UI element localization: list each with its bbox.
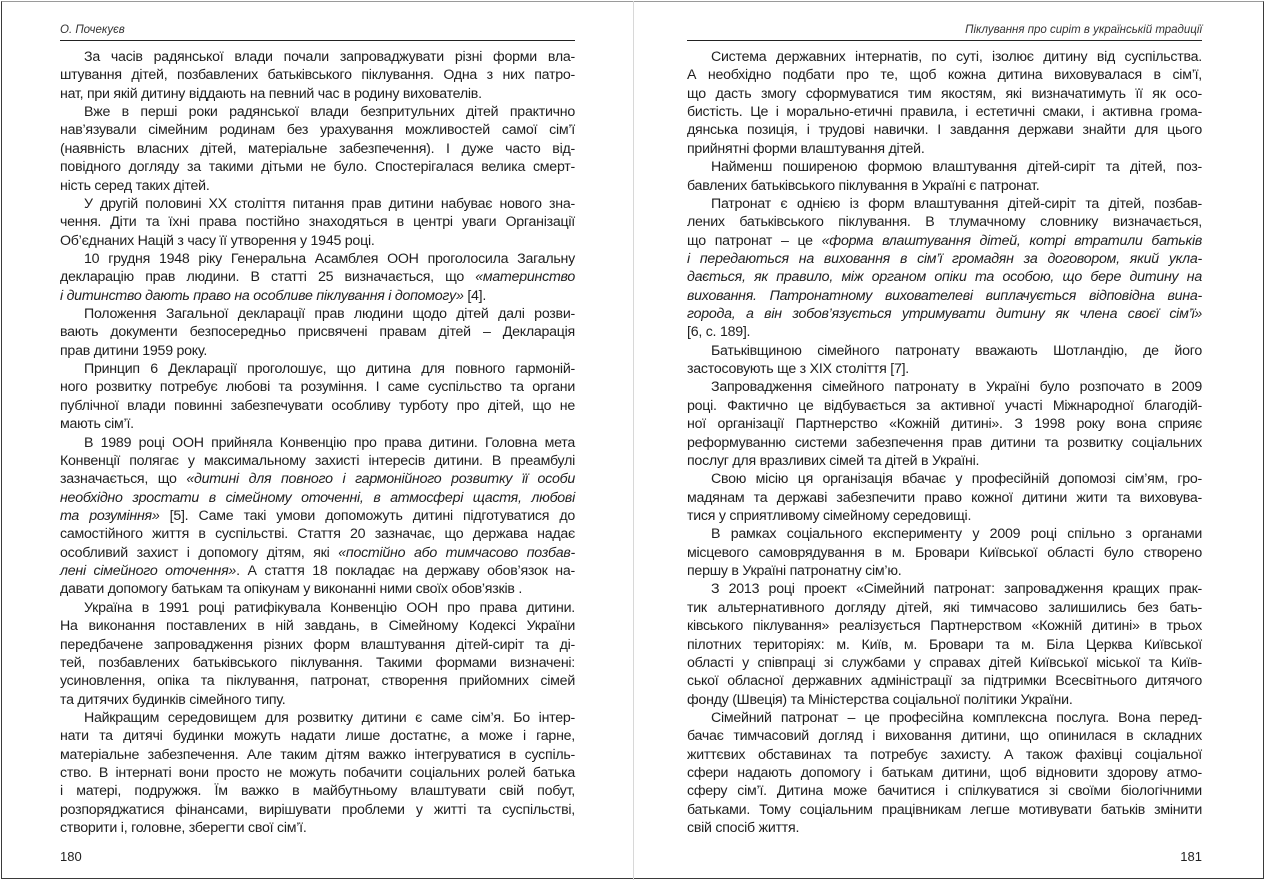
text-run: ської обласної державних адміністрації за підтримки Всесвітнього дитячого — [687, 673, 1202, 690]
text-line — [687, 121, 1202, 139]
text-line — [687, 342, 1202, 360]
text-line — [60, 801, 575, 819]
text-line — [60, 121, 575, 139]
text-line — [60, 378, 575, 396]
text-run: Система державних інтернатів, по суті, ізолює дитину від суспільства. — [711, 49, 1202, 65]
text-run: Сімейний патронат – це професійна комплексна послуга. Вона перед- — [711, 709, 1202, 726]
text-run: Найменш поширеною формою влаштування дітей-сиріт та дітей, поз- — [711, 159, 1202, 176]
text-line — [687, 434, 1202, 452]
text-run: Об’єднаних Націй з часу її утворення у 1945 році. — [60, 232, 375, 249]
text-line — [60, 654, 575, 672]
text-run: життєвих обставинах та потребує захисту. А також фахівці соціальної — [687, 746, 1202, 763]
text-line — [687, 580, 1202, 598]
text-line — [60, 489, 575, 507]
text-run: особливий захист і допомогу дітям, які — [60, 544, 339, 561]
text-run: ність серед таких дітей. — [60, 177, 210, 194]
text-run: вають документи безпосередньо присвячені правам дітей – Декларація — [60, 324, 575, 341]
text-run: прийнятні форми влаштування дітей. — [687, 140, 925, 157]
text-line — [687, 195, 1202, 213]
quoted-italic-text: необхідно зростати в сімейному оточенні, в атмосфері щастя, любові — [60, 489, 575, 506]
text-line — [60, 140, 575, 158]
text-run: У другій половині ХХ століття питання прав дитини набуває нового зна- — [84, 195, 575, 212]
text-run: Запровадження сімейного патронату в Україні було розпочато в 2009 — [711, 379, 1202, 396]
text-line — [687, 415, 1202, 433]
text-run: бавлених батьківського піклування в Україні є патронат. — [687, 177, 1040, 194]
text-line — [687, 397, 1202, 415]
quoted-italic-text: города, а він зобов’язується утримувати дитину як члена своєї сім’ї» — [687, 306, 1202, 323]
text-run: що патронат – це — [687, 232, 822, 249]
text-line — [60, 636, 575, 654]
text-line — [687, 489, 1202, 507]
text-line — [60, 709, 575, 727]
text-run: [6, с. 189]. — [687, 324, 751, 341]
page-number: 180 — [60, 849, 82, 864]
text-line — [687, 709, 1202, 727]
text-run: послуг для вразливих сімей та дітей в Україні. — [687, 452, 980, 469]
text-run: мають сім’ї. — [60, 416, 134, 433]
text-run: що дасть змогу сформуватися тим якостям, які визначатимуть її як осо- — [687, 85, 1202, 102]
text-run: нати та дитячі будинки можуть надати лише достатнє, а може і гарне, — [60, 728, 575, 745]
text-run: бистість. Це і морально-етичні правила, і естетичні смаки, і активна грома- — [687, 104, 1202, 121]
text-line — [60, 727, 575, 745]
text-line — [60, 525, 575, 543]
text-run: Україна в 1991 році ратифікувала Конвенцію ООН про права дитини. — [84, 599, 575, 616]
text-line — [60, 103, 575, 121]
text-line — [60, 507, 575, 525]
quoted-italic-text: лені сімейного оточення» — [60, 563, 237, 580]
text-line — [687, 525, 1202, 543]
text-run: На виконання поставлених в ній завдань, в Сімейному Кодексі України — [60, 618, 575, 635]
right-page — [687, 0, 1202, 882]
text-run: Вже в перші роки радянської влади безпритульних дітей практично — [84, 104, 575, 121]
text-line — [60, 691, 575, 709]
text-run: Конвенції полягає у максимальному захисті інтересів дитини. В преамбулі — [60, 452, 575, 469]
text-line — [687, 103, 1202, 121]
text-line — [60, 452, 575, 470]
text-run: області у співпраці зі службами у справах дітей Київської міської та Київ- — [687, 654, 1202, 671]
text-line — [60, 470, 575, 488]
text-line — [687, 599, 1202, 617]
text-line — [687, 177, 1202, 195]
text-run: тей, позбавлених батьківського піклування. Такими формами визначені: — [60, 654, 575, 671]
text-line — [60, 323, 575, 341]
text-line — [687, 617, 1202, 635]
text-line — [60, 48, 575, 66]
text-run: (наявність власних дітей, матеріальне забезпечення). І дуже часто від- — [60, 140, 575, 157]
header-rule — [60, 40, 575, 41]
text-line — [687, 544, 1202, 562]
text-run: А необхідно подбати про те, щоб кожна дитина виховувалася в сім’ї, — [687, 67, 1202, 84]
quoted-italic-text: і передаються на виховання в сім’ї громадян за договором, який укла- — [687, 250, 1202, 267]
text-run: . А стаття 18 покладає на державу обов’язок на- — [236, 563, 575, 580]
text-line — [687, 746, 1202, 764]
text-line — [687, 819, 1202, 837]
text-run: передбачене запровадження різних форм влаштування дітей-сиріт та ді- — [60, 636, 575, 653]
text-line — [60, 617, 575, 635]
text-run: створити і, головне, зберегти свої сім’ї. — [60, 820, 307, 837]
page-number: 181 — [1180, 849, 1202, 864]
text-line — [687, 158, 1202, 176]
text-run: бачає тимчасовий догляд і виховання дитини, що опинилася в складних — [687, 728, 1202, 745]
text-run: сферу сім’ї. Дитина може бачитися і спілкуватися зі своїми біологічними — [687, 783, 1202, 800]
text-run: штування дітей, позбавлених батьківського піклування. Одна з них патро- — [60, 67, 575, 84]
text-line — [687, 85, 1202, 103]
left-page — [60, 0, 575, 882]
text-line — [60, 287, 575, 305]
text-run: декларацію прав людини. В статті 25 визначається, що — [60, 269, 476, 286]
quoted-italic-text: «материнство — [475, 269, 575, 286]
text-line — [60, 213, 575, 231]
text-line — [687, 213, 1202, 231]
page-spine-divider — [633, 1, 634, 880]
text-line — [60, 746, 575, 764]
text-line — [60, 764, 575, 782]
text-run: повідного догляду за такими дітьми не було. Спостерігалася велика смерт- — [60, 159, 575, 176]
text-run: В 1989 році ООН прийняла Конвенцію про права дитини. Головна мета — [84, 434, 575, 451]
text-run: За часів радянської влади почали запроваджувати різні форми вла- — [84, 49, 575, 65]
text-run: фонду (Швеція) та Міністерства соціальної політики України. — [687, 691, 1073, 708]
text-line — [60, 85, 575, 103]
text-line — [60, 397, 575, 415]
text-line — [60, 268, 575, 286]
text-line — [60, 342, 575, 360]
text-line — [687, 727, 1202, 745]
quoted-italic-text: «форма влаштування дітей, котрі втратили батьків — [821, 232, 1202, 249]
text-run: Свою місію ця організація вбачає у професійній допомозі сім’ям, гро- — [711, 471, 1202, 488]
text-line — [687, 691, 1202, 709]
text-run: 10 грудня 1948 ріку Генеральна Асамблея ООН проголосила Загальну — [84, 250, 575, 267]
text-run: З 2013 році проект «Сімейний патронат: запровадження кращих прак- — [711, 581, 1202, 598]
text-line — [687, 232, 1202, 250]
text-run: Положення Загальної декларації прав людини щодо дітей далі розви- — [84, 306, 575, 323]
text-line — [687, 801, 1202, 819]
text-run: самостійного життя в суспільстві. Стаття 20 зазначає, що держава надає — [60, 526, 575, 543]
text-run: тик альтернативного догляду дітей, які тимчасово залишились без бать- — [687, 599, 1202, 616]
text-run: В рамках соціального експерименту у 2009 році спільно з органами — [711, 526, 1202, 543]
text-run: місцевого самоврядування в м. Бровари Київської області було створено — [687, 544, 1202, 561]
text-line — [60, 599, 575, 617]
text-run: тися у сприятливому сімейному середовищі. — [687, 508, 972, 524]
text-line — [687, 305, 1202, 323]
quoted-italic-text: і дитинство дають право на особливе піклування і допомогу» — [60, 287, 464, 304]
text-line — [60, 66, 575, 84]
text-run: пілотних територіях: м. Київ, м. Бровари та м. Біла Церква Київської — [687, 636, 1202, 653]
text-line — [687, 48, 1202, 66]
text-line — [687, 66, 1202, 84]
quoted-italic-text: дається, як правило, між органом опіки та особою, що бере дитину на — [687, 269, 1202, 286]
text-run: Принцип 6 Декларації проголошує, що дитина для повного гармоній- — [84, 361, 575, 378]
text-line — [687, 452, 1202, 470]
text-line — [60, 195, 575, 213]
text-run: нав’язували сімейним родинам без урахування можливостей самої сім’ї — [60, 122, 575, 139]
text-run: розпоряджатися фінансами, вирішувати проблеми у житті та суспільстві, — [60, 801, 575, 818]
text-run: сфери надають допомогу і батькам дитини, щоб відновити здорову атмо- — [687, 765, 1202, 782]
text-line — [60, 562, 575, 580]
text-line — [60, 819, 575, 837]
text-run: Батьківщиною сімейного патронату вважають Шотландію, де його — [711, 342, 1202, 359]
text-run: ної організації Партнерство «Кожній дитині». З 1998 року вона сприяє — [687, 416, 1202, 433]
text-run: мадянам та державі забезпечити право кожної дитини жити та виховува- — [687, 489, 1202, 506]
text-run: дянська позиція, і трудові навички. І завдання держави знайти для цього — [687, 122, 1202, 139]
text-line — [60, 782, 575, 800]
text-line — [687, 672, 1202, 690]
text-line — [687, 140, 1202, 158]
text-run: лених батьківського піклування. В тлумачному словнику визначається, — [687, 214, 1202, 231]
text-run: матеріальне забезпечення. Але таким дітям важко інтегруватися в суспіль- — [60, 746, 575, 763]
quoted-italic-text: та розуміння» — [60, 508, 160, 524]
text-line — [60, 360, 575, 378]
text-run: давати допомогу батькам та опікунам у виконанні ними своїх обов’язків . — [60, 581, 523, 598]
text-run: батьками. Тому соціальним працівникам легше мотивувати батьків змінити — [687, 801, 1202, 818]
text-run: і матері, подружжя. Їм важко в майбутньому влаштувати свій побут, — [60, 783, 575, 800]
text-run: нат, при якій дитину віддають на певний час в родину вихователів. — [60, 85, 482, 102]
text-line — [60, 158, 575, 176]
text-line — [60, 580, 575, 598]
text-line — [60, 544, 575, 562]
text-line — [687, 562, 1202, 580]
text-line — [687, 764, 1202, 782]
quoted-italic-text: «дитині для повного і гармонійного розвитку її особи — [186, 471, 575, 488]
text-line — [687, 378, 1202, 396]
text-run: ного розвитку потребує любові та розуміння. І саме суспільство та органи — [60, 379, 575, 396]
text-line — [687, 636, 1202, 654]
text-line — [60, 415, 575, 433]
text-run: свій спосіб життя. — [687, 820, 800, 837]
text-line — [687, 287, 1202, 305]
text-line — [60, 177, 575, 195]
text-line — [60, 232, 575, 250]
text-run: та дитячих будинків сімейного типу. — [60, 691, 286, 708]
text-line — [687, 250, 1202, 268]
quoted-italic-text: «постійно або тимчасово позбав- — [338, 544, 575, 561]
text-run: Найкращим середовищем для розвитку дитини є саме сім’я. Бо інтер- — [84, 709, 575, 726]
text-run: [5]. Саме такі умови допоможуть дитині підготуватися до — [159, 508, 576, 524]
text-line — [687, 782, 1202, 800]
text-run: застосовують ще з ХІХ століття [7]. — [687, 361, 909, 378]
text-line — [60, 250, 575, 268]
text-line — [60, 305, 575, 323]
text-line — [687, 323, 1202, 341]
text-run: чення. Діти та їхні права постійно знаходяться в центрі уваги Організації — [60, 214, 575, 231]
text-run: зазначається, що — [60, 471, 187, 488]
text-run: ківського піклування» реалізується Партнерством «Кожній дитині» в трьох — [687, 618, 1202, 635]
text-line — [60, 434, 575, 452]
running-header-author: О. Почекуєв — [60, 24, 125, 36]
quoted-italic-text: виховання. Патронатному вихователеві виплачується відповідна вина- — [687, 287, 1202, 304]
text-run: усиновлення, опіка та піклування, патронат, створення прийомних сімей — [60, 673, 575, 690]
text-run: першу в Україні патронатну сім’ю. — [687, 563, 902, 580]
running-header-title: Піклування про сиріт в українській традиції — [965, 24, 1202, 36]
text-run: [4]. — [463, 287, 487, 304]
text-run: публічної влади повинні забезпечувати особливу турботу про дітей, що не — [60, 397, 575, 414]
text-run: Патронат є однією із форм влаштування дітей-сиріт та дітей, позбав- — [711, 195, 1202, 212]
text-run: реформуванню системи забезпечення прав дитини та розвитку соціальних — [687, 434, 1202, 451]
header-rule — [687, 40, 1202, 41]
text-line — [687, 360, 1202, 378]
text-line — [687, 654, 1202, 672]
text-run: ство. В інтернаті вони просто не можуть побачити соціальних ролей батька — [60, 765, 575, 782]
text-line — [687, 507, 1202, 525]
text-line — [60, 672, 575, 690]
text-run: році. Фактично це відбувається за активної участі Міжнародної благодій- — [687, 397, 1202, 414]
text-run: прав дитини 1959 року. — [60, 342, 208, 359]
text-line — [687, 470, 1202, 488]
text-line — [687, 268, 1202, 286]
